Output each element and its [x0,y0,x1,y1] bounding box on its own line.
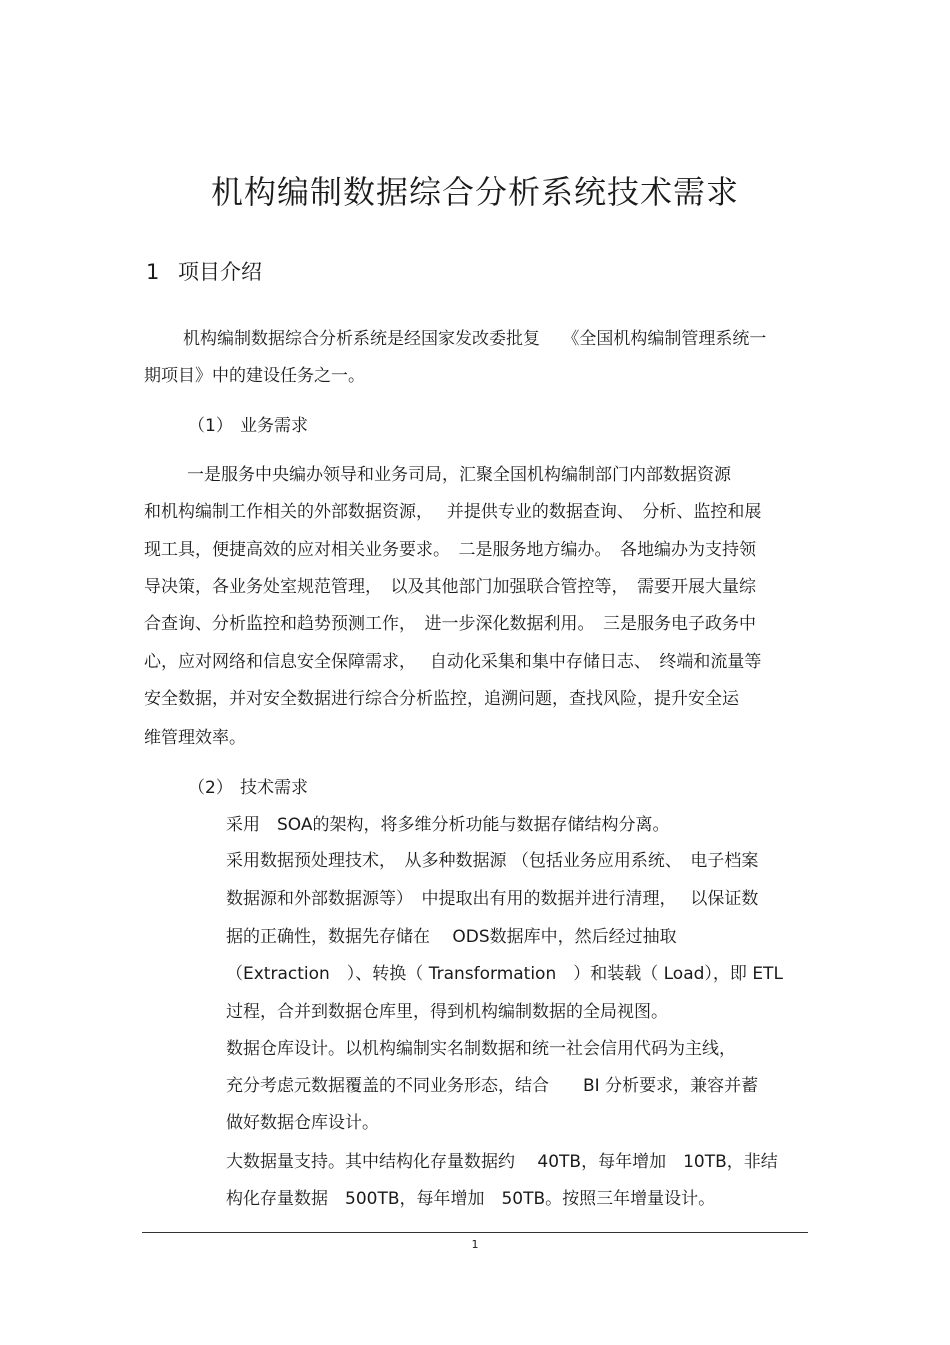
intro-line-2: 期项目》中的建设任务之一。 [144,366,365,386]
business-line-7: 安全数据，并对安全数据进行综合分析监控，追溯问题，查找风险，提升安全运 [144,689,739,709]
tech-line-6: 过程，合并到数据仓库里，得到机构编制数据的全局视图。 [226,1002,668,1022]
tech-line-2: 采用数据预处理技术， 从多种数据源 （包括业务应用系统、 电子档案 [226,851,759,871]
footer-divider [142,1232,808,1233]
business-line-5: 合查询、分析监控和趋势预测工作， 进一步深化数据利用。 三是服务电子政务中 [144,614,756,634]
tech-line-9: 做好数据仓库设计。 [226,1113,379,1133]
subsection-number: （2） [188,778,233,798]
tech-line-8: 充分考虑元数据覆盖的不同业务形态，结合 BI 分析要求，兼容并蓄 [226,1076,759,1096]
subsection-title: 技术需求 [240,778,308,798]
tech-line-11: 构化存量数据 500TB，每年增加 50TB。按照三年增量设计。 [226,1189,716,1209]
section-heading [146,258,262,286]
page-title: 机构编制数据综合分析系统技术需求 [210,173,739,211]
tech-line-7: 数据仓库设计。以机构编制实名制数据和统一社会信用代码为主线， [226,1039,736,1059]
page-number: 1 [471,1238,479,1251]
tech-line-1: 采用 SOA的架构，将多维分析功能与数据存储结构分离。 [226,815,670,835]
intro-line-1: 机构编制数据综合分析系统是经国家发改委批复 《全国机构编制管理系统一 [183,329,767,349]
business-line-4: 导决策，各业务处室规范管理， 以及其他部门加强联合管控等， 需要开展大量综 [144,577,756,597]
tech-line-5: （Extraction ）、转换（ Transformation ）和装载（ Load），即 ETL [226,964,783,984]
tech-line-10: 大数据量支持。其中结构化存量数据约 40TB，每年增加 10TB，非结 [226,1152,778,1172]
business-line-1: 一是服务中央编办领导和业务司局，汇聚全国机构编制部门内部数据资源 [187,465,731,485]
subsection-technical [188,776,308,800]
section-number: 1 [146,260,160,284]
subsection-business [188,414,308,438]
business-line-6: 心，应对网络和信息安全保障需求， 自动化采集和集中存储日志、 终端和流量等 [144,652,762,672]
section-title: 项目介绍 [178,260,262,284]
subsection-title: 业务需求 [240,416,308,436]
tech-line-4: 据的正确性，数据先存储在 ODS数据库中，然后经过抽取 [226,927,677,947]
subsection-number: （1） [188,416,233,436]
business-line-2: 和机构编制工作相关的外部数据资源， 并提供专业的数据查询、 分析、监控和展 [144,502,762,522]
business-line-8: 维管理效率。 [144,728,246,748]
tech-line-3: 数据源和外部数据源等） 中提取出有用的数据并进行清理， 以保证数 [226,889,759,909]
business-line-3: 现工具，便捷高效的应对相关业务要求。 二是服务地方编办。 各地编办为支持领 [144,540,756,560]
